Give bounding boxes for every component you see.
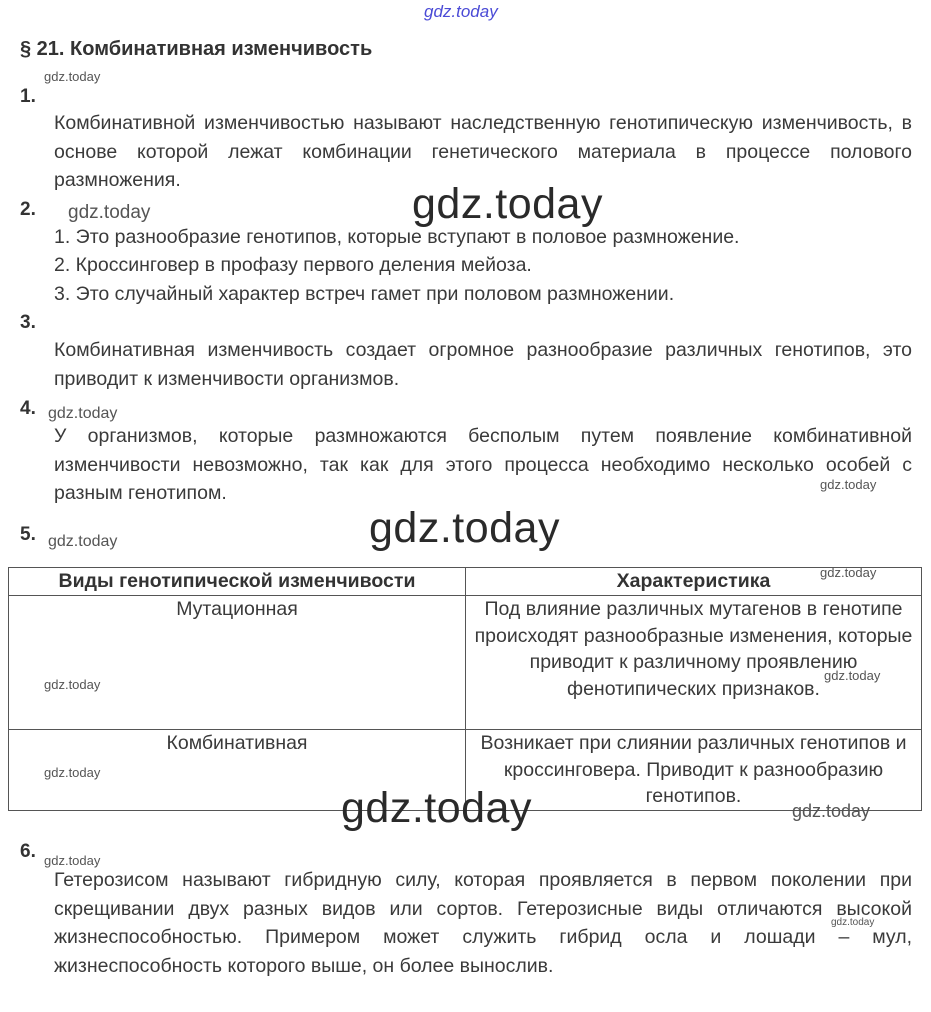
watermark: gdz.today bbox=[831, 917, 875, 928]
list-item: 2. Кроссинговер в профазу первого деления мейоза. bbox=[54, 254, 532, 276]
watermark-large: gdz.today bbox=[412, 180, 603, 228]
watermark: gdz.today bbox=[792, 801, 871, 821]
watermark: gdz.today bbox=[824, 668, 881, 683]
list-item: 1. Это разнообразие генотипов, которые вступают в половое размножение. bbox=[54, 226, 740, 248]
section-number-6: 6. bbox=[20, 841, 36, 862]
table-cell-description: Под влияние различных мутагенов в генотипе происходят разнообразные изменения, которые приводит к различному проявлению фенотипических признаков. bbox=[466, 596, 922, 730]
watermark: gdz.today bbox=[44, 765, 101, 780]
section-number-1: 1. bbox=[20, 86, 36, 107]
variability-table bbox=[8, 567, 922, 811]
list-item: 3. Это случайный характер встреч гамет при половом размножении. bbox=[54, 283, 675, 305]
section-text-4: У организмов, которые размножаются бесполым путем появление комбинативной изменчивости невозможно, так как для этого процесса необходимо несколько особей с разным генотипом. bbox=[54, 425, 912, 504]
section-number-4: 4. bbox=[20, 398, 36, 419]
watermark: gdz.today bbox=[820, 565, 877, 580]
watermark-top: gdz.today bbox=[424, 2, 498, 21]
watermark: gdz.today bbox=[44, 853, 101, 868]
section-text-1: Комбинативной изменчивостью называют наследственную генотипическую изменчивость, в основе которой лежат комбинации генетического материала в процессе полового размножения. bbox=[54, 112, 912, 191]
table-cell-type: Комбинативная bbox=[9, 730, 466, 811]
section-number-3: 3. bbox=[20, 312, 36, 333]
page-title: § 21. Комбинативная изменчивость bbox=[20, 38, 373, 60]
table-cell-type: Мутационная bbox=[9, 596, 466, 730]
section-text-3: Комбинативная изменчивость создает огромное разнообразие различных генотипов, это приводит к изменчивости организмов. bbox=[54, 339, 912, 390]
watermark-large: gdz.today bbox=[369, 504, 560, 552]
watermark: gdz.today bbox=[68, 202, 151, 223]
table-cell-description: Возникает при слиянии различных генотипов и кроссинговера. Приводит к разнообразию генотипов. bbox=[466, 730, 922, 811]
section-text-6: Гетерозисом называют гибридную силу, которая проявляется в первом поколении при скрещивании двух разных видов или сортов. Гетерозисные виды отличаются высокой жизнеспособностью. Примером может служить гибрид осла и лошади – мул, жизнеспособность которого выше, он более вынослив. bbox=[54, 869, 912, 977]
table-header-row bbox=[9, 568, 922, 596]
section-number-5: 5. bbox=[20, 524, 36, 545]
watermark: gdz.today bbox=[48, 405, 118, 422]
section-number-2: 2. bbox=[20, 199, 36, 220]
watermark: gdz.today bbox=[44, 677, 101, 692]
watermark: gdz.today bbox=[44, 69, 101, 84]
watermark: gdz.today bbox=[820, 477, 877, 492]
table-header: Виды генотипической изменчивости bbox=[9, 568, 466, 596]
table-header: Характеристика bbox=[466, 568, 922, 596]
watermark: gdz.today bbox=[48, 533, 118, 550]
watermark-large: gdz.today bbox=[341, 784, 532, 832]
table-row bbox=[9, 596, 922, 730]
